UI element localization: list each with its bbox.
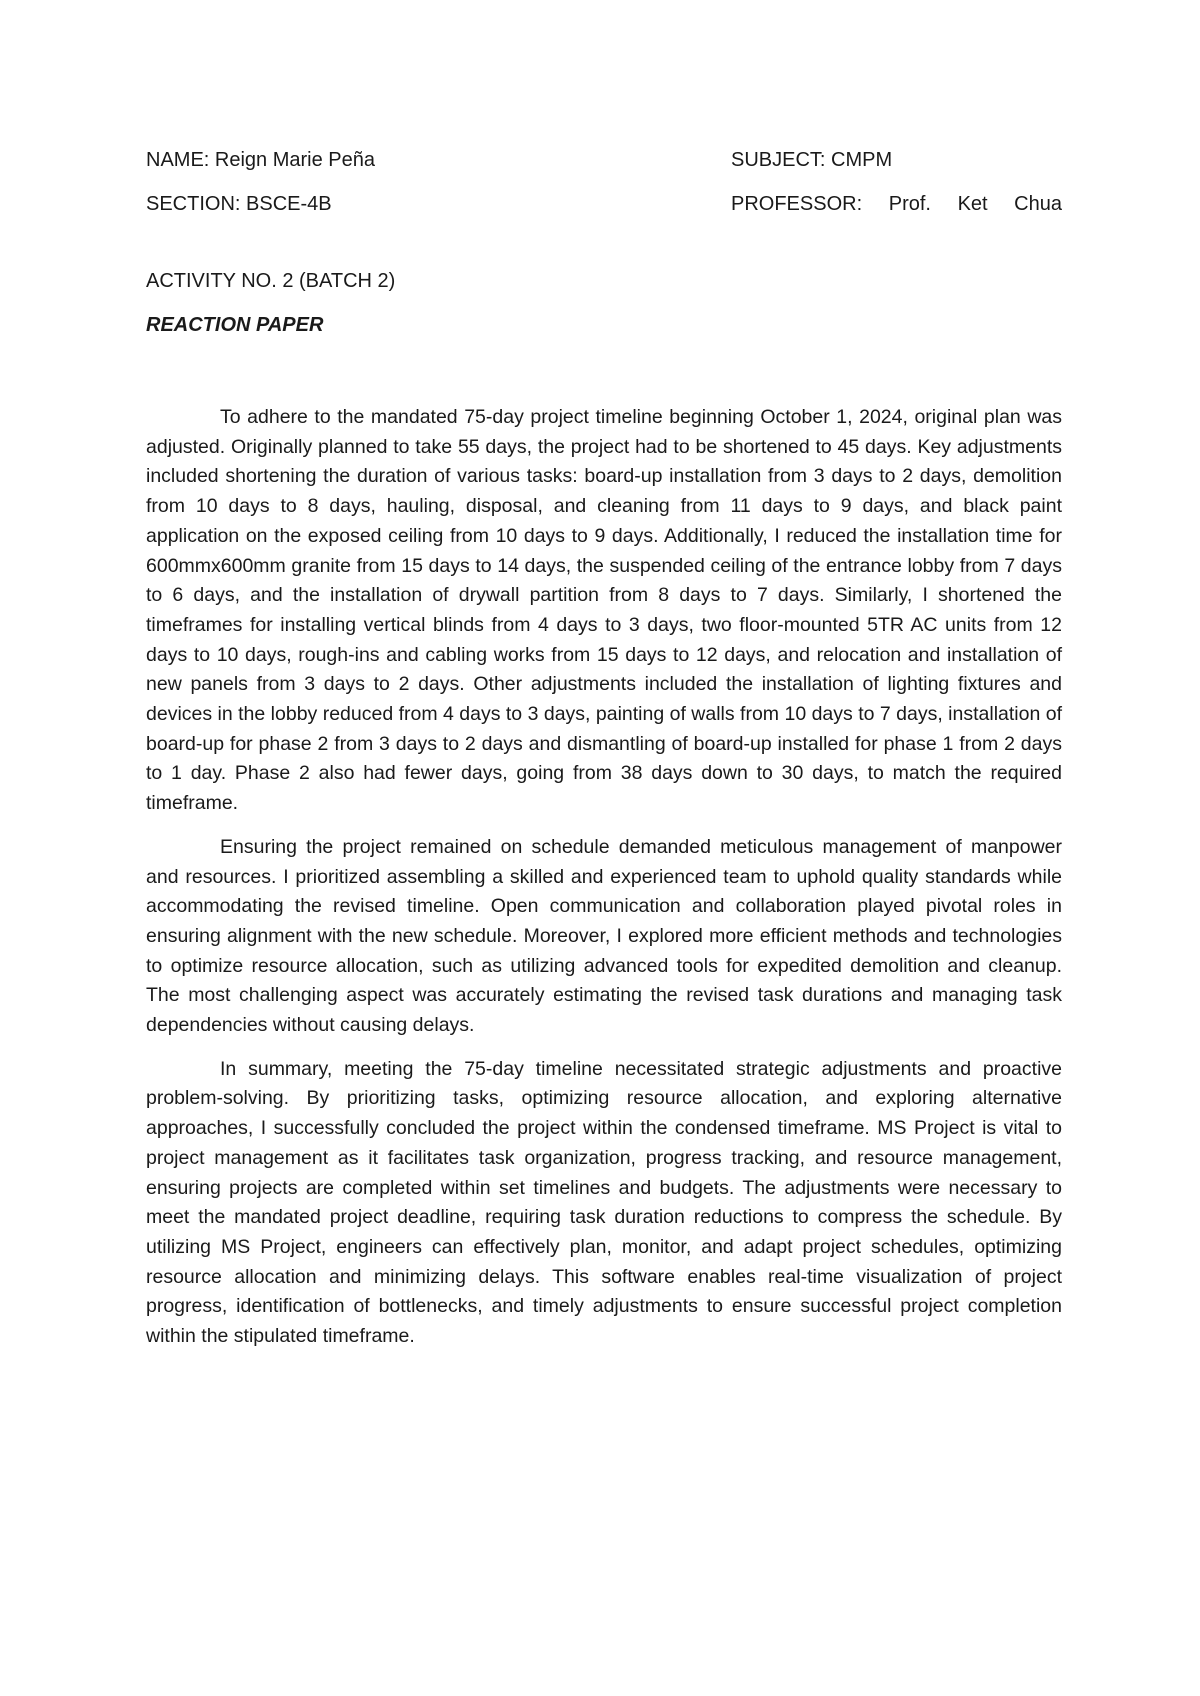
body-text <box>146 403 1062 1366</box>
paragraph-1: To adhere to the mandated 75-day project timeline beginning October 1, 2024, original plan was adjusted. Originally planned to take 55 days, the project had to be shortened to 45 days. Key adjustments included shortening the duration of various tasks: board-up installation from 3 days to 2 days, demolition from 10 days to 8 days, hauling, disposal, and cleaning from 11 days to 9 days, and black paint application on the exposed ceiling from 10 days to 9 days. Additionally, I reduced the installation time for 600mmx600mm granite from 15 days to 14 days, the suspended ceiling of the entrance lobby from 7 days to 6 days, and the installation of drywall partition from 8 days to 7 days. Similarly, I shortened the timeframes for installing vertical blinds from 4 days to 3 days, two floor-mounted 5TR AC units from 12 days to 10 days, rough-ins and cabling works from 15 days to 12 days, and relocation and installation of new panels from 3 days to 2 days. Other adjustments included the installation of lighting fixtures and devices in the lobby reduced from 4 days to 3 days, painting of walls from 10 days to 7 days, installation of board-up for phase 2 from 3 days to 2 days and dismantling of board-up installed for phase 1 from 2 days to 1 day. Phase 2 also had fewer days, going from 38 days down to 30 days, to match the required timeframe. <box>146 406 1062 815</box>
header-row-section-professor <box>146 189 1062 219</box>
document-page <box>146 0 1062 1696</box>
professor-label: PROFESSOR: Prof. Ket Chua <box>731 193 1062 215</box>
student-name: NAME: Reign Marie Peña <box>146 149 375 171</box>
subject-label: SUBJECT: CMPM <box>731 149 893 171</box>
section-label: SECTION: BSCE-4B <box>146 193 332 215</box>
paper-title: REACTION PAPER <box>146 314 324 336</box>
activity-number: ACTIVITY NO. 2 (BATCH 2) <box>146 270 396 292</box>
paragraph-2: Ensuring the project remained on schedule demanded meticulous management of manpower and resources. I prioritized assembling a skilled and experienced team to uphold quality standards while accommodating the revised timeline. Open communication and collaboration played pivotal roles in ensuring alignment with the new schedule. Moreover, I explored more efficient methods and technologies to optimize resource allocation, such as utilizing advanced tools for expedited demolition and cleanup. The most challenging aspect was accurately estimating the revised task durations and managing task dependencies without causing delays. <box>146 835 1062 1037</box>
header-row-name-subject <box>146 145 1062 175</box>
paragraph-3: In summary, meeting the 75-day timeline necessitated strategic adjustments and proactive problem-solving. By prioritizing tasks, optimizing resource allocation, and exploring alternative approaches, I successfully concluded the project within the condensed timeframe. MS Project is vital to project management as it facilitates task organization, progress tracking, and resource management, ensuring projects are completed within set timelines and budgets. The adjustments were necessary to meet the mandated project deadline, requiring task duration reductions to compress the schedule. By utilizing MS Project, engineers can effectively plan, monitor, and adapt project schedules, optimizing resource allocation and minimizing delays. This software enables real-time visualization of project progress, identification of bottlenecks, and timely adjustments to ensure successful project completion within the stipulated timeframe. <box>146 1057 1062 1348</box>
